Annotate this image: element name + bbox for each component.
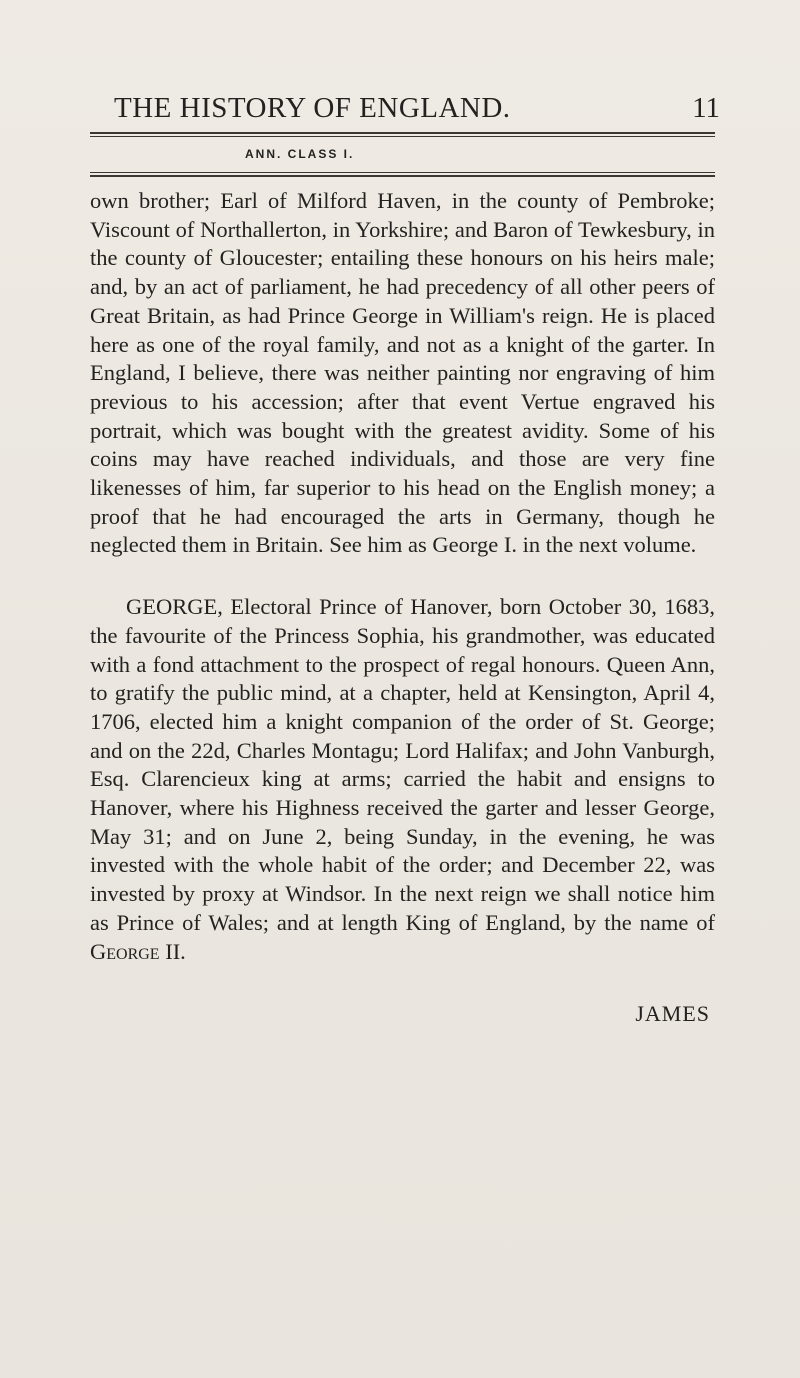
page-title: THE HISTORY OF ENGLAND.	[114, 92, 511, 124]
catchword: JAMES	[635, 1001, 710, 1026]
paragraph-2-end: George II.	[90, 938, 186, 964]
header-rule-top	[90, 132, 715, 134]
running-head	[92, 92, 720, 132]
body-text	[90, 187, 715, 966]
header-rule-bottom	[90, 175, 715, 177]
page-number: 11	[692, 92, 720, 124]
paragraph-1: own brother; Earl of Milford Haven, in the county of Pembroke; Viscount of Northallerton, in Yorkshire; and Baron of Tewkesbury, in the county of Gloucester; entailing these honours on his heirs male; and, by an act of parliament, he had precedency of all other peers of Great Britain, as had Prince George in William's reign. He is placed here as one of the royal family, and not as a knight of the garter. In England, I believe, there was neither painting nor engraving of him previous to his accession; after that event Vertue engraved his portrait, which was bought with the greatest avidity. Some of his coins may have reached individuals, and those are very fine likenesses of him, far superior to his head on the English money; a proof that he had encouraged the arts in Germany, though he neglected them in Britain. See him as George I. in the next volume.	[90, 188, 715, 558]
paragraph-2-text: GEORGE, Electoral Prince of Hanover, born October 30, 1683, the favourite of the Princess Sophia, his grandmother, was educated with a fond attachment to the prospect of regal honours. Queen Ann, to gratify the public mind, at a chapter, held at Kensington, April 4, 1706, elected him a knight companion of the order of St. George; and on the 22d, Charles Montagu; Lord Halifax; and John Vanburgh, Esq. Clarencieux king at arms; carried the habit and ensigns to Hanover, where his Highness received the garter and lesser George, May 31; and on June 2, being Sunday, in the evening, he was invested with the whole habit of the order; and December 22, was invested by proxy at Windsor. In the next reign we shall notice him as Prince of Wales; and at length King of England, by the name of	[90, 594, 715, 935]
header-rule-bottom-thin	[90, 172, 715, 173]
paragraph-2	[90, 593, 715, 966]
class-subheader: ANN. CLASS I.	[245, 147, 355, 161]
header-rule-top-thin	[90, 136, 715, 137]
